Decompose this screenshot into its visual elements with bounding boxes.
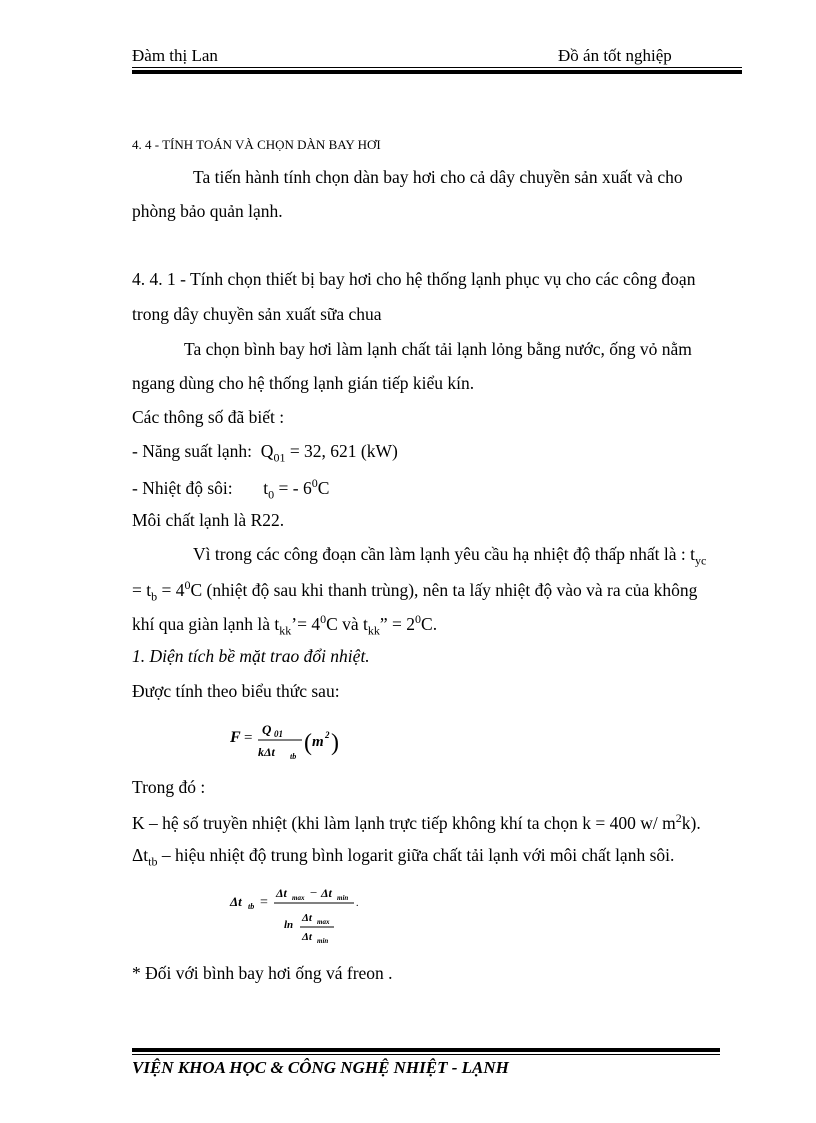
footer-rule-thin bbox=[132, 1054, 720, 1055]
capacity-label: - Năng suất lạnh: bbox=[132, 441, 253, 461]
svg-text:Δt: Δt bbox=[302, 912, 312, 924]
para1-line1: Ta chọn bình bay hơi làm lạnh chất tải lạnh lỏng bằng nước, ống vỏ nằm bbox=[184, 339, 692, 359]
boiling-line bbox=[132, 476, 329, 502]
tyc-subscript: yc bbox=[694, 553, 707, 568]
capacity-symbol: $Q_{01}$ bbox=[260, 441, 286, 465]
header-doc-type: Đồ án tốt nghiệp bbox=[558, 46, 672, 65]
header-author: Đàm thị Lan bbox=[132, 46, 218, 65]
header-rule-thin bbox=[132, 67, 742, 68]
lmtd-formula bbox=[228, 876, 368, 948]
para2-line1-text: Vì trong các công đoạn cần làm lạnh yêu cầu hạ nhiệt độ thấp nhất là : t bbox=[193, 544, 695, 564]
svg-text:Δt: Δt bbox=[302, 931, 312, 943]
svg-text:Δt: Δt bbox=[230, 894, 242, 909]
capacity-value: = 32, 621 (kW) bbox=[289, 441, 398, 461]
section-intro-line2: phòng bảo quản lạnh. bbox=[132, 201, 283, 221]
svg-text:max: max bbox=[292, 894, 305, 902]
boiling-label: - Nhiệt độ sôi: bbox=[132, 477, 233, 498]
header-rule-thick bbox=[132, 70, 742, 74]
para2-line3: khí qua giàn lạnh là $t_{kk}’= 4^0C$ và $t_{kk}$” = $2^0C$. bbox=[132, 612, 438, 638]
footer-institute: VIỆN KHOA HỌC & CÔNG NGHỆ NHIỆT - LẠNH bbox=[132, 1058, 509, 1077]
svg-text:tb: tb bbox=[290, 752, 297, 761]
svg-text:(: ( bbox=[304, 730, 312, 756]
svg-text:max: max bbox=[317, 918, 330, 926]
k-definition: K – hệ số truyền nhiệt (khi làm lạnh trực tiếp không khí ta chọn k = 400 w/ $m^2k$). bbox=[132, 811, 701, 833]
refrigerant-line: Môi chất lạnh là R22. bbox=[132, 510, 285, 530]
svg-text:.: . bbox=[356, 898, 359, 909]
k-definition-text: K – hệ số truyền nhiệt (khi làm lạnh trực tiếp không khí ta chọn k = 400 w/ m bbox=[132, 812, 676, 833]
boiling-value: = - 6 bbox=[278, 477, 312, 498]
svg-text:): ) bbox=[331, 730, 339, 756]
para2-line2: = $t_b = 4^0C$ (nhiệt độ sau khi thanh trùng), nên ta lấy nhiệt độ vào và ra của không bbox=[132, 578, 698, 604]
known-params: Các thông số đã biết : bbox=[132, 407, 285, 427]
tb-subscript: b bbox=[151, 589, 158, 604]
capacity-line bbox=[132, 441, 398, 466]
footer-rule-thick bbox=[132, 1048, 720, 1052]
dt-definition: $\Delta t_{tb}$ – hiệu nhiệt độ trung bình logarit giữa chất tải lạnh với môi chất lạnh sôi. bbox=[132, 845, 675, 869]
svg-text:−: − bbox=[310, 885, 318, 900]
svg-text:=: = bbox=[244, 730, 253, 746]
dt-definition-text: – hiệu nhiệt độ trung bình logarit giữa chất tải lạnh với môi chất lạnh sôi. bbox=[161, 845, 675, 865]
para2-line1 bbox=[193, 544, 706, 569]
svg-text:01: 01 bbox=[274, 729, 283, 739]
svg-text:min: min bbox=[337, 894, 349, 902]
svg-text:tb: tb bbox=[248, 902, 255, 911]
boiling-symbol: $t_0$ bbox=[263, 477, 275, 502]
para2-line3-text: khí qua giàn lạnh là t bbox=[132, 613, 280, 634]
area-formula bbox=[228, 712, 348, 762]
svg-text:Δt: Δt bbox=[276, 886, 287, 900]
formula-intro: Được tính theo biểu thức sau: bbox=[132, 681, 340, 701]
where-label: Trong đó : bbox=[132, 777, 206, 797]
svg-text:Q: Q bbox=[262, 722, 272, 737]
note-line: * Đối với bình bay hơi ống vá freon . bbox=[132, 963, 393, 983]
para2-line2-start: = t bbox=[132, 579, 152, 600]
section-heading: 4. 4 - TÍNH TOÁN VÀ CHỌN DÀN BAY HƠI bbox=[132, 137, 381, 152]
svg-text:Δt: Δt bbox=[321, 886, 332, 900]
item1-title: 1. Diện tích bề mặt trao đổi nhiệt. bbox=[132, 646, 370, 666]
svg-text:=: = bbox=[260, 895, 268, 910]
subsection-title-line2: trong dây chuyền sản xuất sữa chua bbox=[132, 304, 382, 324]
para1-line2: ngang dùng cho hệ thống lạnh gián tiếp kiểu kín. bbox=[132, 373, 475, 393]
svg-text:2: 2 bbox=[325, 730, 330, 740]
para2-line2-rest: C (nhiệt độ sau khi thanh trùng), nên ta lấy nhiệt độ vào và ra của không bbox=[190, 579, 698, 600]
boiling-unit: $^0$C bbox=[311, 476, 330, 498]
svg-text:m: m bbox=[312, 734, 324, 750]
svg-text:ln: ln bbox=[284, 919, 294, 931]
svg-text:kΔt: kΔt bbox=[258, 745, 275, 759]
svg-text:min: min bbox=[317, 937, 329, 945]
subsection-title-line1: 4. 4. 1 - Tính chọn thiết bị bay hơi cho hệ thống lạnh phục vụ cho các công đoạn bbox=[132, 269, 696, 289]
section-intro-line1: Ta tiến hành tính chọn dàn bay hơi cho cả dây chuyền sản xuất và cho bbox=[193, 167, 683, 187]
svg-text:F: F bbox=[230, 729, 241, 746]
